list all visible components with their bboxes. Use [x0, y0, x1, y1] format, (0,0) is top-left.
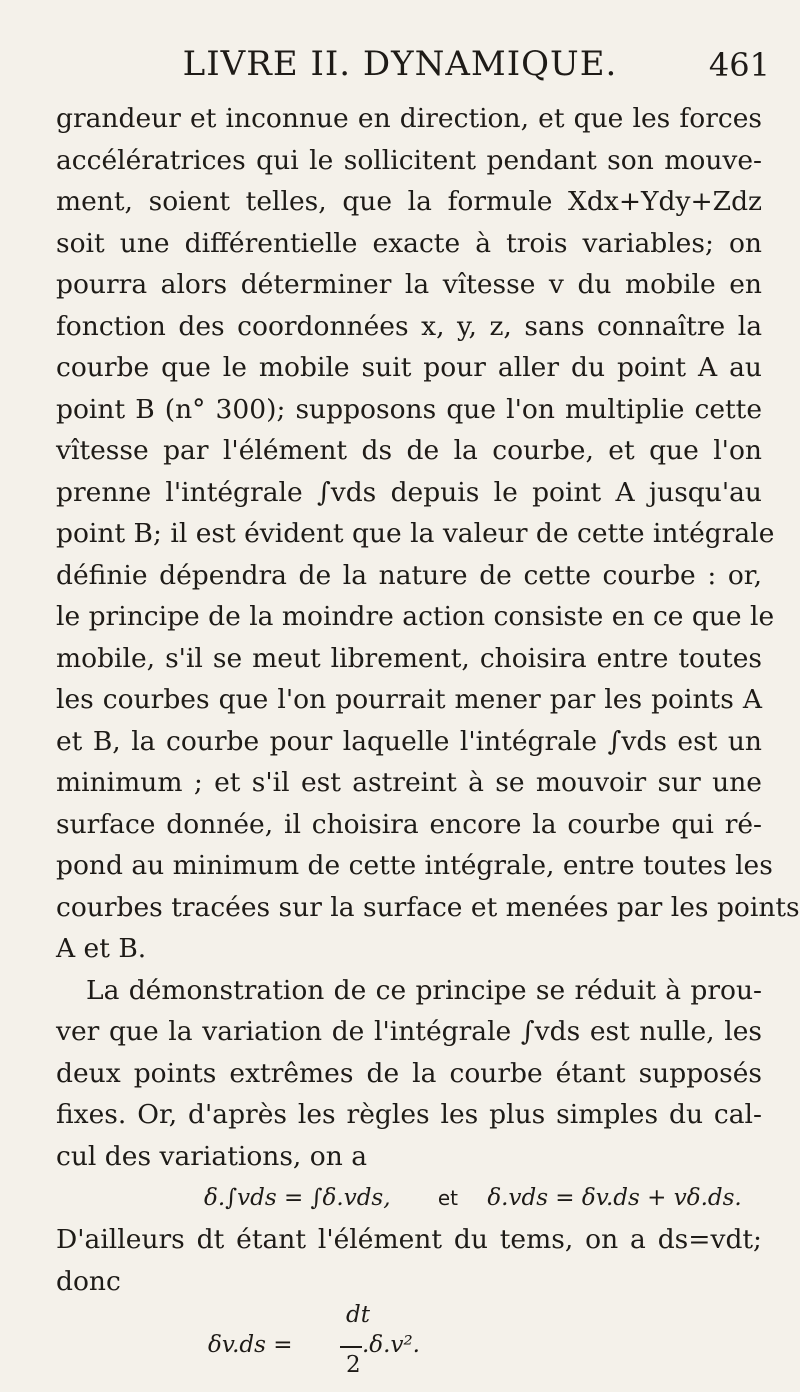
equation-connector: et — [437, 1186, 458, 1210]
text-line: les courbes que l'on pourrait mener par les points A — [56, 684, 762, 715]
text-line: mobile, s'il se meut librement, choisira entre toutes — [56, 642, 762, 674]
page-number: 461 — [708, 46, 770, 84]
fraction-denominator: 2 — [346, 1352, 361, 1378]
text-line: deux points extrêmes de la courbe étant supposés — [56, 1057, 762, 1089]
text-line: minimum ; et s'il est astreint à se mouvoir sur une — [56, 767, 762, 798]
fraction-bar — [340, 1346, 362, 1348]
text-line: point B; il est évident que la valeur de cette intégrale — [56, 518, 775, 549]
running-header — [0, 44, 800, 94]
text-line: courbe que le mobile suit pour aller du point A au — [56, 352, 762, 383]
text-line: cul des variations, on a — [56, 1140, 368, 1172]
text-line: soit une différentielle exacte à trois variables; on — [56, 227, 762, 259]
equation-lhs: δv.ds = — [208, 1332, 293, 1358]
text-line: définie dépendra de la nature de cette courbe : or, — [56, 559, 762, 591]
text-line: grandeur et inconnue en direction, et que les forces — [56, 103, 762, 134]
text-line: La démonstration de ce principe se réduit à prou- — [86, 974, 762, 1006]
text-line: prenne l'intégrale ∫vds depuis le point A jusqu'au — [56, 476, 762, 508]
text-line: donc — [56, 1265, 121, 1297]
text-line: pourra alors déterminer la vîtesse v du mobile en — [56, 269, 762, 300]
equation-rhs: .δ.v². — [362, 1332, 420, 1358]
text-line: ment, soient telles, que la formule Xdx+Ydy+Zdz — [56, 186, 762, 217]
text-line: courbes tracées sur la surface et menées par les points — [56, 891, 800, 923]
text-line: fixes. Or, d'après les règles les plus simples du cal- — [56, 1099, 762, 1130]
text-line: fonction des coordonnées x, y, z, sans connaître la — [56, 310, 762, 342]
fraction-numerator: dt — [346, 1302, 370, 1328]
text-line: accélératrices qui le sollicitent pendant son mouve- — [56, 144, 762, 176]
text-line: vîtesse par l'élément ds de la courbe, et que l'on — [56, 435, 762, 466]
body-text — [56, 98, 800, 1392]
running-title: LIVRE II. DYNAMIQUE. — [182, 44, 618, 84]
text-line: et B, la courbe pour laquelle l'intégrale ∫vds est un — [56, 725, 762, 757]
equation-variation — [56, 1177, 762, 1219]
text-line: le principe de la moindre action consiste en ce que le — [56, 601, 775, 632]
equation-fraction — [56, 1302, 762, 1392]
paragraph-3 — [56, 1219, 762, 1302]
paragraph-1 — [56, 98, 800, 970]
text-line: point B (n° 300); supposons que l'on multiplie cette — [56, 393, 762, 425]
equation-left: δ.∫vds = ∫δ.vds, — [204, 1185, 391, 1211]
text-line: D'ailleurs dt étant l'élément du tems, on a ds=vdt; — [56, 1224, 762, 1255]
text-line: ver que la variation de l'intégrale ∫vds est nulle, les — [56, 1016, 762, 1047]
equation-right: δ.vds = δv.ds + vδ.ds. — [487, 1185, 742, 1211]
text-line: surface donnée, il choisira encore la courbe qui ré- — [56, 808, 762, 840]
text-line: A et B. — [56, 933, 147, 964]
text-line: pond au minimum de cette intégrale, entre toutes les — [56, 850, 773, 881]
paragraph-2 — [56, 970, 762, 1178]
